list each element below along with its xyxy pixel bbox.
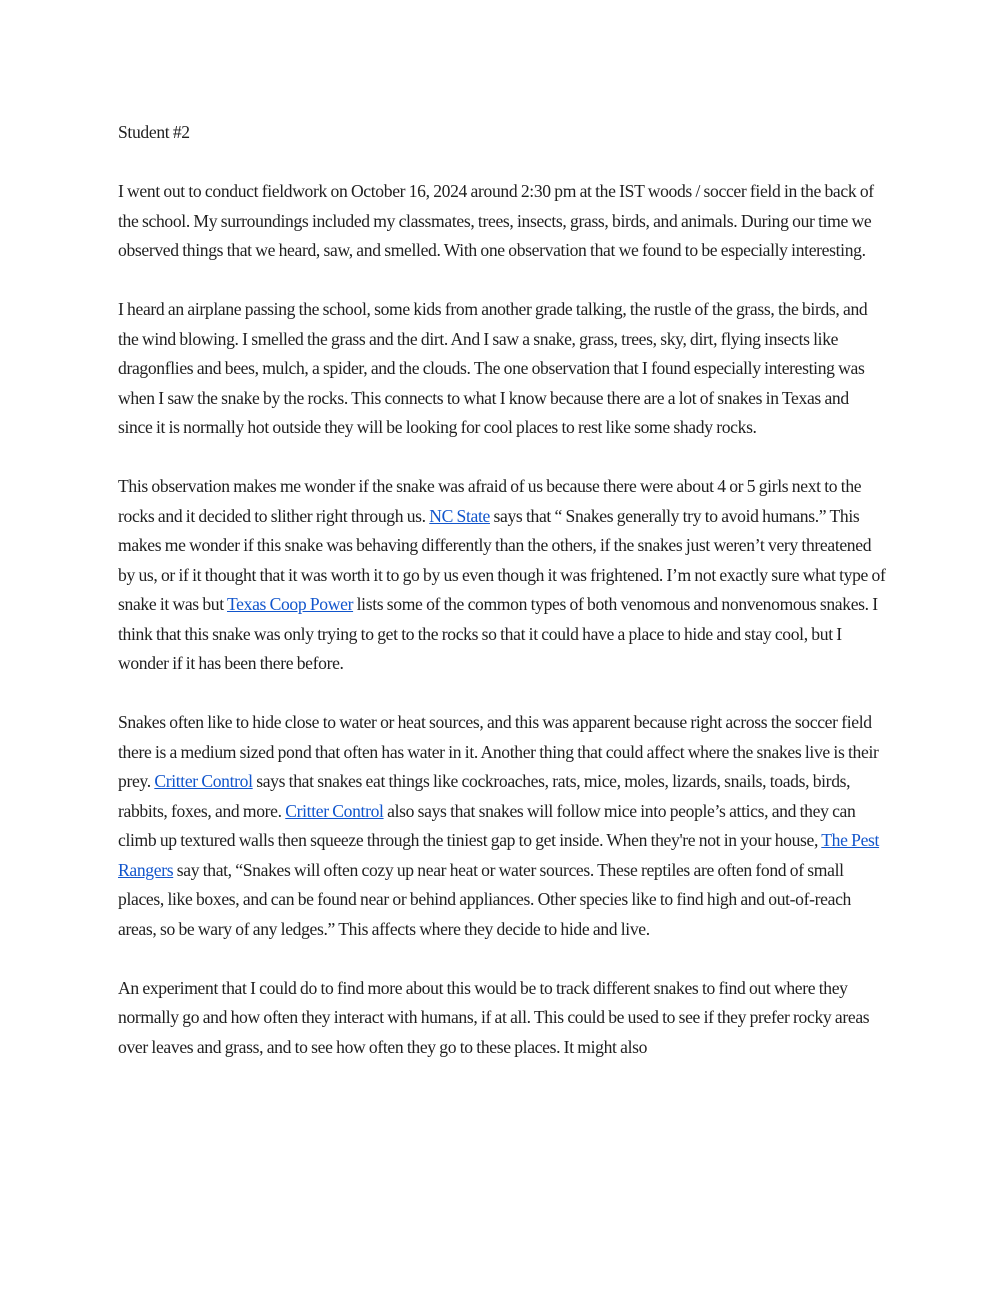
paragraph: [118, 295, 886, 443]
paragraph-text: also says that snakes will follow mice into people’s attics, and they can climb up textured walls then squeeze through the tiniest gap to get inside. When they're not in your house,: [118, 800, 856, 850]
document-body: [118, 177, 886, 1062]
paragraph: [118, 708, 886, 944]
link-nc-state[interactable]: NC State: [429, 505, 490, 526]
link-critter-control[interactable]: Critter Control: [154, 771, 253, 791]
paragraph-text: Snakes often like to hide close to water or heat sources, and this was apparent because right across the soccer field there is a medium sized pond that often has water in it. Another thing that could affect where the snakes live is their prey.: [118, 712, 879, 791]
document-page: [118, 118, 886, 1062]
paragraph-text: say that, “Snakes will often cozy up near heat or water sources. These reptiles are often fond of small places, like boxes, and can be found near or behind appliances. Other species like to find high and out-of-reach areas, so be wary of any ledges.” This affects where they decide to hide and live.: [118, 859, 851, 939]
paragraph-text: An experiment that I could do to find more about this would be to track different snakes to find out where they normally go and how often they interact with humans, if at all. This could be used to see if they prefer rocky areas over leaves and grass, and to see how often they go to these places. It might also: [118, 977, 870, 1057]
paragraph-text: lists some of the common types of both venomous and nonvenomous snakes. I think that this snake was only trying to get to the rocks so that it could have a place to hide and stay cool, but I wonder if it has been there before.: [118, 594, 878, 673]
paragraph-text: I heard an airplane passing the school, some kids from another grade talking, the rustle of the grass, the birds, and the wind blowing. I smelled the grass and the dirt. And I saw a snake, grass, trees, sky, dirt, flying insects like dragonflies and bees, mulch, a spider, and the clouds. The one observation that I found especially interesting was when I saw the snake by the rocks. This connects to what I know because there are a lot of snakes in Texas and since it is normally hot outside they will be looking for cool places to rest like some shady rocks.: [118, 299, 868, 437]
document-title: Student #2: [118, 122, 190, 142]
paragraph-text: This observation makes me wonder if the snake was afraid of us because there were about 4 or 5 girls next to the rocks and it decided to slither right through us.: [118, 476, 862, 526]
paragraph: [118, 177, 886, 266]
paragraph-text: I went out to conduct fieldwork on October 16, 2024 around 2:30 pm at the IST woods / soccer field in the back of the school. My surroundings included my classmates, trees, insects, grass, birds, and animals. During our time we observed things that we heard, saw, and smelled. With one observation that we found to be especially interesting.: [118, 181, 874, 260]
paragraph: [118, 974, 886, 1063]
paragraph-text: says that “ Snakes generally try to avoid humans.” This makes me wonder if this snake was behaving differently than the others, if the snakes just weren’t very threatened by us, or if it thought that it was worth it to go by us even though it was frightened. I’m not exactly sure what type of snake it was but: [118, 505, 886, 614]
link-texas-coop-power[interactable]: Texas Coop Power: [227, 594, 354, 614]
paragraph: [118, 472, 886, 679]
link-critter-control[interactable]: Critter Control: [285, 800, 384, 821]
paragraph-text: says that snakes eat things like cockroaches, rats, mice, moles, lizards, snails, toads, birds, rabbits, foxes, and more.: [118, 771, 851, 821]
link-the-pest-rangers[interactable]: The Pest Rangers: [118, 830, 880, 880]
